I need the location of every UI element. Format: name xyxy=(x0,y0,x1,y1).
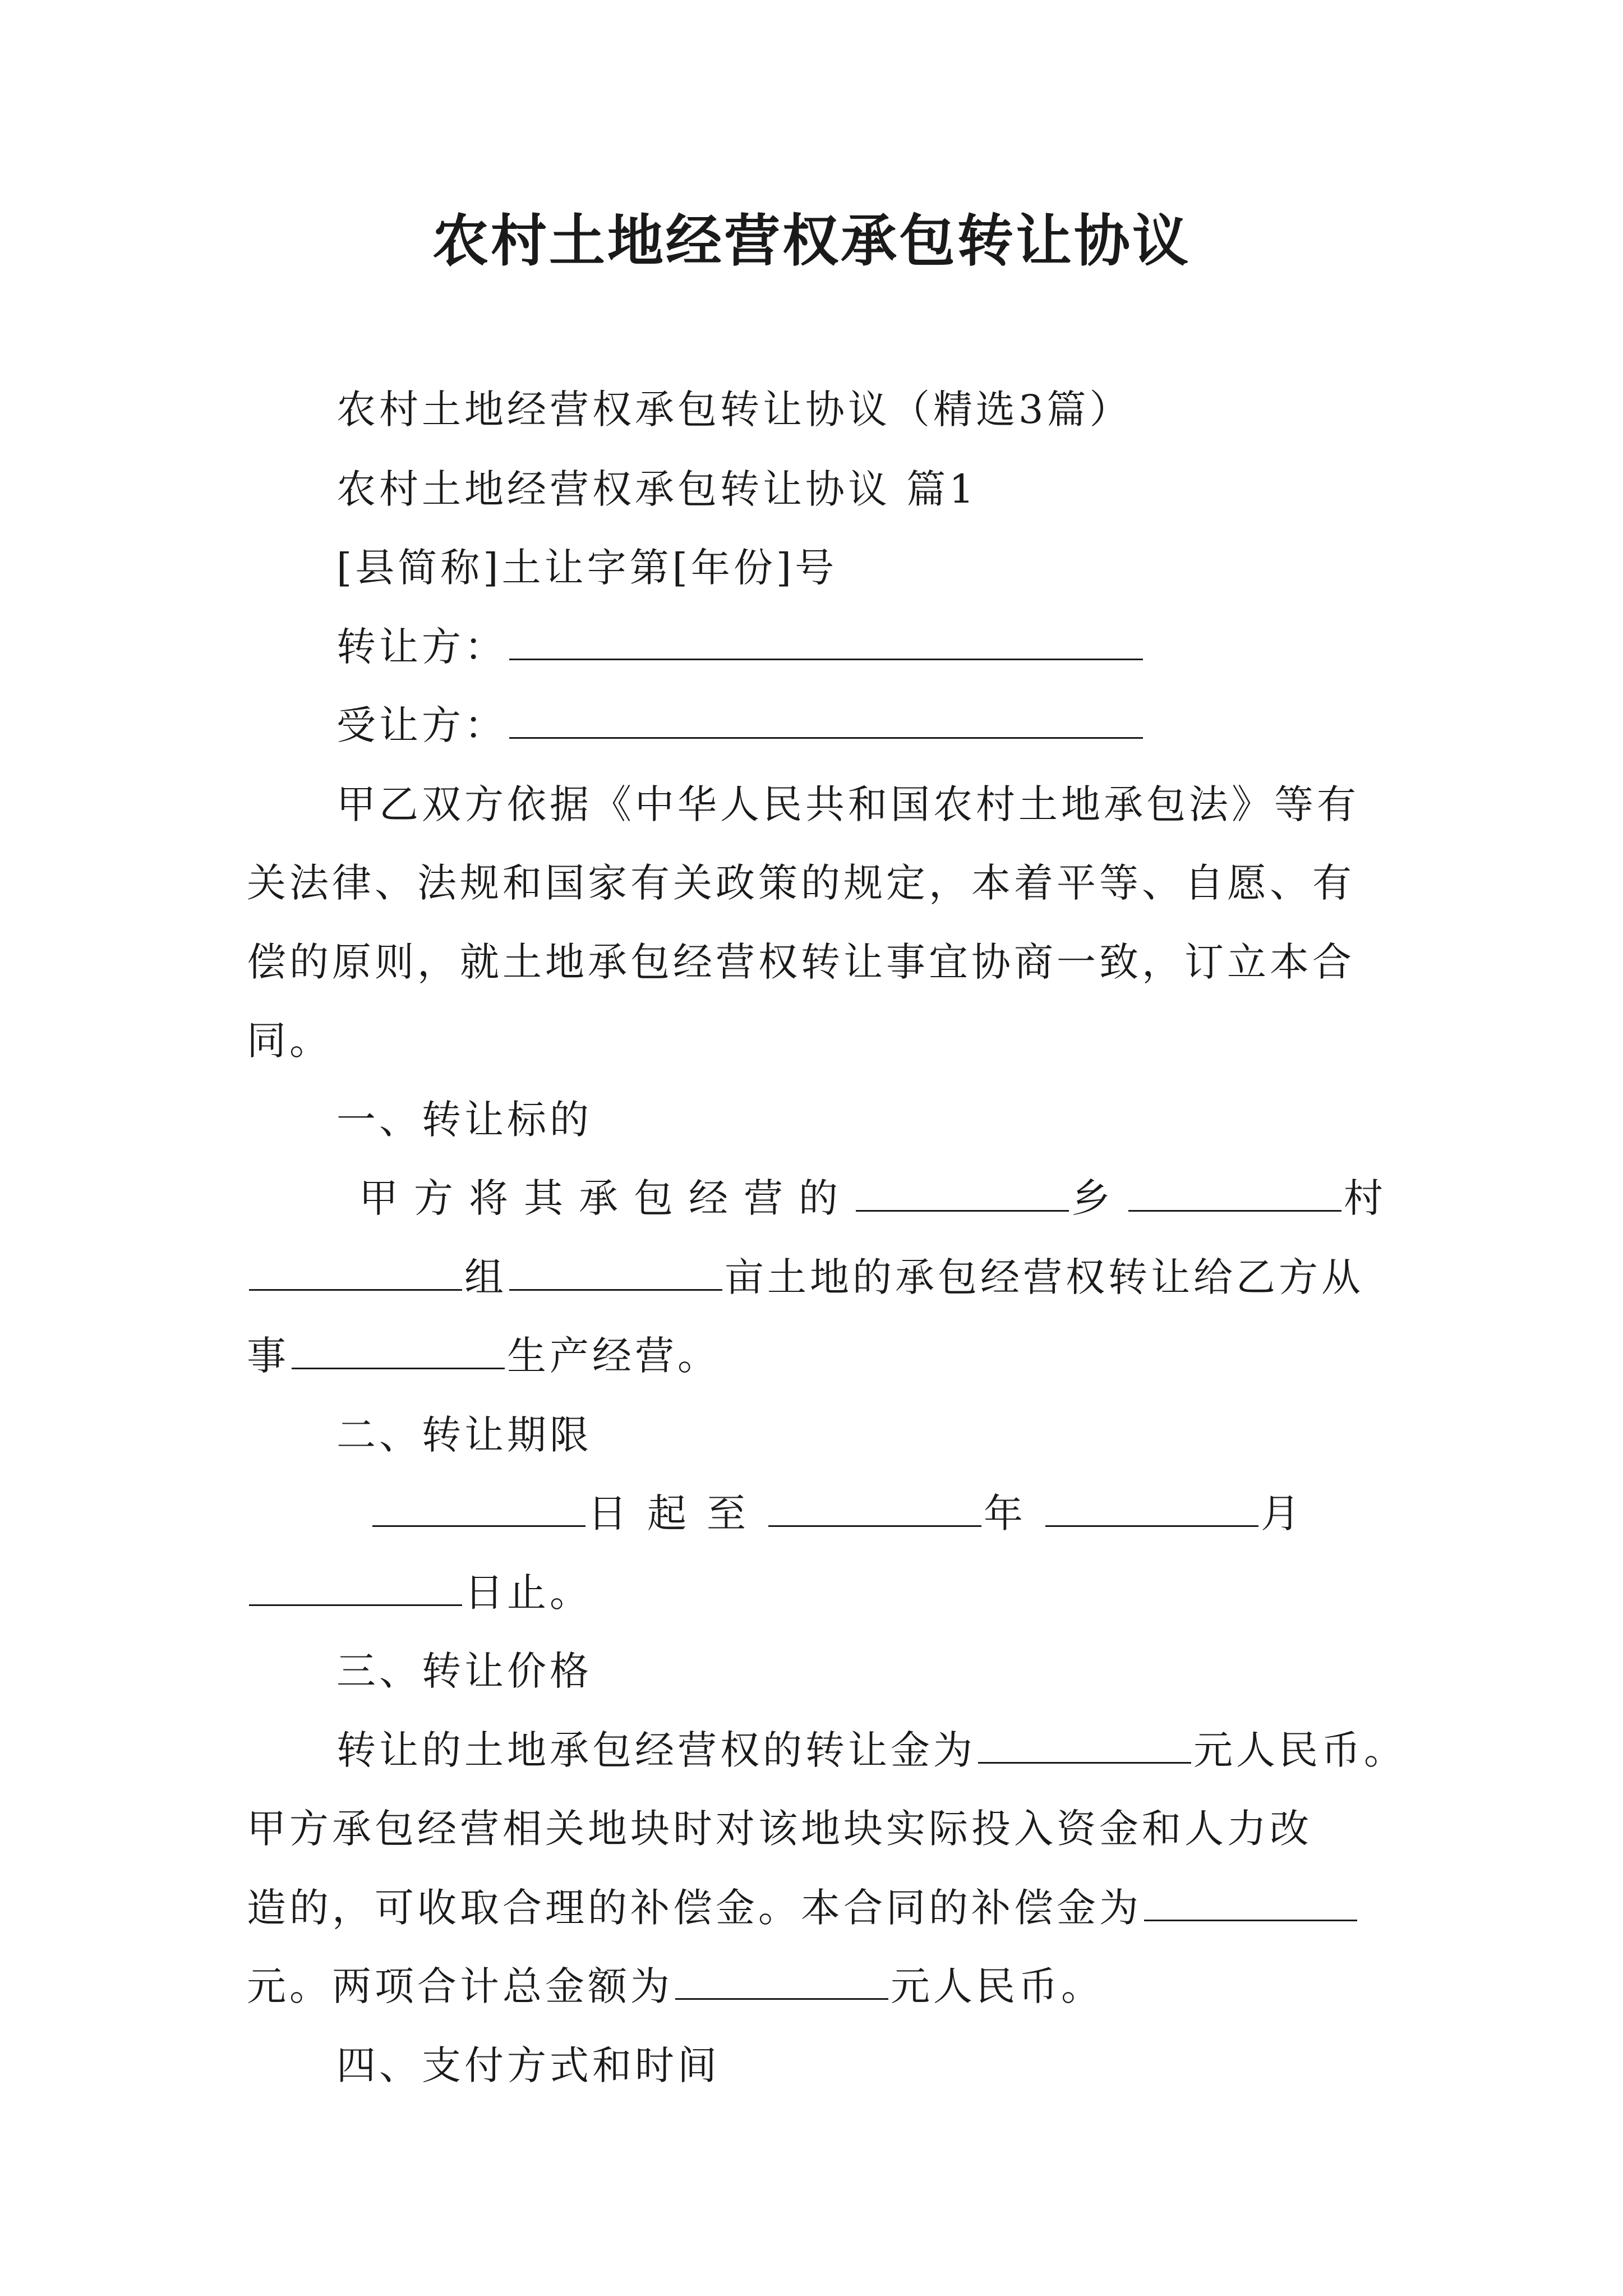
heading-part: 农村土地经营权承包转让协议 篇1 xyxy=(336,466,978,512)
section1-text-1a: 甲方将其承包经营的 xyxy=(359,1175,854,1221)
transferee-blank xyxy=(509,698,1143,739)
end-month-blank xyxy=(1045,1486,1258,1527)
section1-line-1 xyxy=(359,1170,1399,1226)
section2-text-1c: 月 xyxy=(1261,1490,1320,1536)
section3-line-1 xyxy=(336,1722,1407,1778)
township-blank xyxy=(856,1171,1069,1212)
section3-text-1b: 元人民币。 xyxy=(1193,1727,1407,1773)
section1-text-1c: 村 xyxy=(1344,1175,1399,1221)
section3-text-4a: 元。两项合计总金额为 xyxy=(247,1963,673,2009)
compensation-blank xyxy=(1144,1880,1357,1921)
section3-text-1a: 转让的土地承包经营权的转让金为 xyxy=(336,1727,976,1773)
section1-line-2 xyxy=(247,1249,1364,1305)
section1-text-3a: 事 xyxy=(247,1333,289,1379)
area-blank xyxy=(509,1250,722,1291)
section1-text-1b: 乡 xyxy=(1071,1175,1126,1221)
intro-line-3: 偿的原则，就土地承包经营权转让事宜协商一致，订立本合 xyxy=(247,939,1355,985)
total-amount-blank xyxy=(675,1959,888,2000)
section2-text-2a: 日止。 xyxy=(464,1570,592,1616)
section2-line-1 xyxy=(370,1485,1320,1542)
reference-number: [县简称]土让字第[年份]号 xyxy=(336,545,838,591)
group-blank xyxy=(249,1250,462,1291)
transferor-row xyxy=(336,619,1145,675)
section3-line-3 xyxy=(247,1880,1359,1936)
end-year-blank xyxy=(768,1486,981,1527)
section2-text-1b: 年 xyxy=(984,1490,1043,1536)
transferee-row xyxy=(336,697,1145,753)
section1-line-3 xyxy=(247,1328,720,1384)
intro-line-1: 甲乙双方依据《中华人民共和国农村土地承包法》等有 xyxy=(336,781,1359,827)
intro-line-2: 关法律、法规和国家有关政策的规定，本着平等、自愿、有 xyxy=(247,860,1355,906)
transferee-label: 受让方： xyxy=(336,702,507,748)
section4-heading: 四、支付方式和时间 xyxy=(336,2042,720,2088)
section3-line-2: 甲方承包经营相关地块时对该地块实际投入资金和人力改 xyxy=(247,1806,1312,1852)
section1-text-2a: 组 xyxy=(464,1254,507,1300)
end-day-blank xyxy=(249,1565,462,1606)
heading-main: 农村土地经营权承包转让协议（精选3篇） xyxy=(336,386,1132,432)
section2-text-1a: 日起至 xyxy=(588,1490,766,1536)
section1-text-3b: 生产经营。 xyxy=(507,1333,720,1379)
village-blank xyxy=(1128,1171,1341,1212)
use-blank xyxy=(292,1328,505,1369)
section3-heading: 三、转让价格 xyxy=(336,1648,592,1694)
document-title: 农村土地经营权承包转让协议 xyxy=(432,208,1191,274)
section2-heading: 二、转让期限 xyxy=(336,1412,592,1458)
transferor-blank xyxy=(509,619,1143,660)
section3-text-4b: 元人民币。 xyxy=(891,1963,1104,2009)
section2-line-2 xyxy=(247,1565,592,1621)
start-date-blank xyxy=(372,1486,585,1527)
section1-heading: 一、转让标的 xyxy=(336,1097,592,1143)
section3-line-4 xyxy=(247,1958,1104,2014)
transferor-label: 转让方： xyxy=(336,624,507,670)
intro-line-4: 同。 xyxy=(247,1018,332,1064)
section1-text-2b: 亩土地的承包经营权转让给乙方从 xyxy=(725,1254,1364,1300)
section3-text-3a: 造的，可收取合理的补偿金。本合同的补偿金为 xyxy=(247,1885,1142,1931)
transfer-fee-blank xyxy=(978,1723,1191,1764)
